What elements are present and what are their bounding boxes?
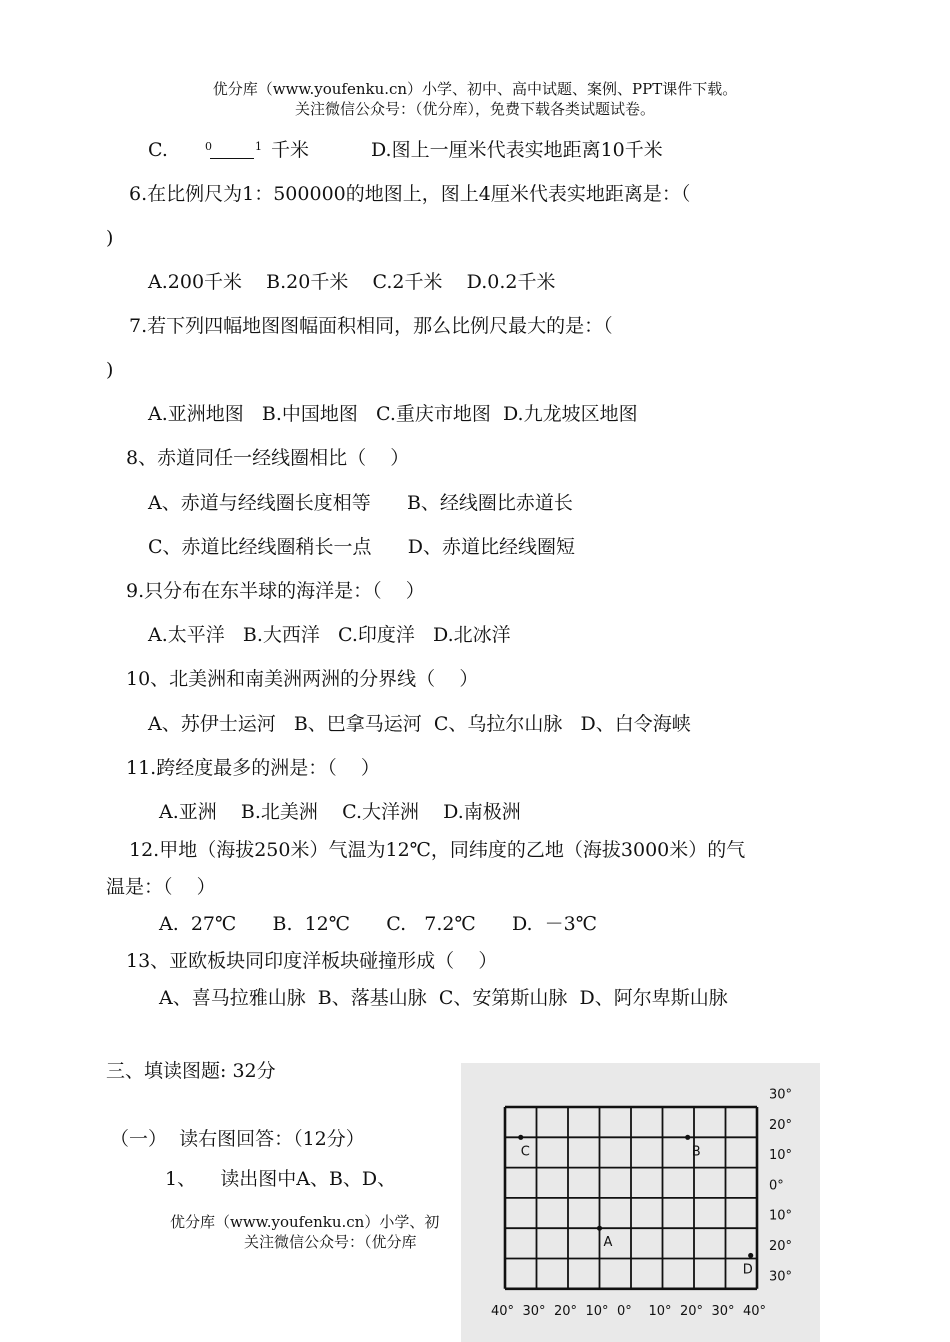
grid-point-b xyxy=(685,1135,690,1140)
q5-option-d: D.图上一厘米代表实地距离10千米 xyxy=(371,139,663,161)
footer-line-1: 优分库（www.youfenku.cn）小学、初 xyxy=(170,1213,440,1231)
q7-stem: 7.若下列四幅地图图幅面积相同，那么比例尺最大的是：（ xyxy=(129,315,613,337)
question-1-text: 1、 读出图中A、B、D、 xyxy=(165,1168,397,1190)
footer-line-2: 关注微信公众号：（优分库 xyxy=(244,1233,417,1251)
latitude-label: 20° xyxy=(769,1117,793,1133)
q6-stem: 6.在比例尺为1：500000的地图上，图上4厘米代表实地距离是：（ xyxy=(129,183,691,205)
longitude-label: 40° xyxy=(491,1303,515,1319)
q5-option-c-label: C. xyxy=(148,139,168,161)
grid-point-label-d: D xyxy=(742,1262,753,1278)
q11-stem: 11.跨经度最多的洲是：（ ） xyxy=(126,757,380,779)
grid-point-label-b: B xyxy=(691,1144,701,1160)
header-line-2: 关注微信公众号：（优分库），免费下载各类试题试卷。 xyxy=(294,100,655,118)
scale-bar xyxy=(210,158,254,159)
scale-bar-right-number: 1 xyxy=(255,140,262,153)
longitude-label: 10° xyxy=(585,1303,609,1319)
grid-point-d xyxy=(748,1253,753,1258)
q10-stem: 10、北美洲和南美洲两洲的分界线（ ） xyxy=(126,668,479,690)
longitude-label: 20° xyxy=(680,1303,704,1319)
section-3-title: 三、填读图题: 32分 xyxy=(106,1060,276,1082)
longitude-label: 0° xyxy=(617,1303,632,1319)
q9-stem: 9.只分布在东半球的海洋是：（ ） xyxy=(126,580,425,602)
q8-options-cd: C、赤道比经线圈稍长一点 D、赤道比经线圈短 xyxy=(148,536,576,558)
grid-point-label-a: A xyxy=(603,1235,613,1251)
scale-bar-left-number: 0 xyxy=(205,140,212,153)
q6-options: A.200千米 B.20千米 C.2千米 D.0.2千米 xyxy=(148,271,556,293)
latitude-label: 30° xyxy=(769,1269,793,1285)
latitude-label: 10° xyxy=(769,1208,793,1224)
latitude-label: 30° xyxy=(769,1087,793,1103)
lat-lon-grid-figure xyxy=(461,1063,820,1342)
q13-options: A、喜马拉雅山脉 B、落基山脉 C、安第斯山脉 D、阿尔卑斯山脉 xyxy=(159,987,728,1009)
grid-point-label-c: C xyxy=(520,1144,530,1160)
latitude-label: 0° xyxy=(769,1178,784,1194)
q12-stem-continued: 温是：（ ） xyxy=(106,876,216,898)
q7-close: ) xyxy=(106,359,114,381)
longitude-label: 20° xyxy=(554,1303,578,1319)
latitude-label: 20° xyxy=(769,1239,793,1255)
q10-options: A、苏伊士运河 B、巴拿马运河 C、乌拉尔山脉 D、白令海峡 xyxy=(148,713,691,735)
q12-options: A. 27℃ B. 12℃ C. 7.2℃ D. －3℃ xyxy=(159,913,598,935)
longitude-label: 40° xyxy=(743,1303,767,1319)
header-line-1: 优分库（www.youfenku.cn）小学、初中、高中试题、案例、PPT课件下载。 xyxy=(212,80,738,98)
q13-stem: 13、亚欧板块同印度洋板块碰撞形成（ ） xyxy=(126,950,498,972)
grid-point-c xyxy=(518,1135,523,1140)
scale-bar-unit: 千米 xyxy=(271,139,310,161)
grid-svg xyxy=(461,1063,820,1342)
longitude-label: 30° xyxy=(711,1303,735,1319)
subsection-1-title: （一） 读右图回答：（12分） xyxy=(110,1128,365,1150)
q8-options-ab: A、赤道与经线圈长度相等 B、经线圈比赤道长 xyxy=(148,492,573,514)
q12-stem: 12.甲地（海拔250米）气温为12℃，同纬度的乙地（海拔3000米）的气 xyxy=(129,839,746,861)
grid-point-a xyxy=(597,1226,602,1231)
latitude-label: 10° xyxy=(769,1148,793,1164)
q8-stem: 8、赤道同任一经线圈相比（ ） xyxy=(126,447,410,469)
longitude-label: 30° xyxy=(522,1303,546,1319)
longitude-label: 10° xyxy=(648,1303,672,1319)
q9-options: A.太平洋 B.大西洋 C.印度洋 D.北冰洋 xyxy=(148,624,511,646)
q7-options: A.亚洲地图 B.中国地图 C.重庆市地图 D.九龙坡区地图 xyxy=(148,403,638,425)
q6-close: ) xyxy=(106,227,114,249)
q11-options: A.亚洲 B.北美洲 C.大洋洲 D.南极洲 xyxy=(159,801,521,823)
